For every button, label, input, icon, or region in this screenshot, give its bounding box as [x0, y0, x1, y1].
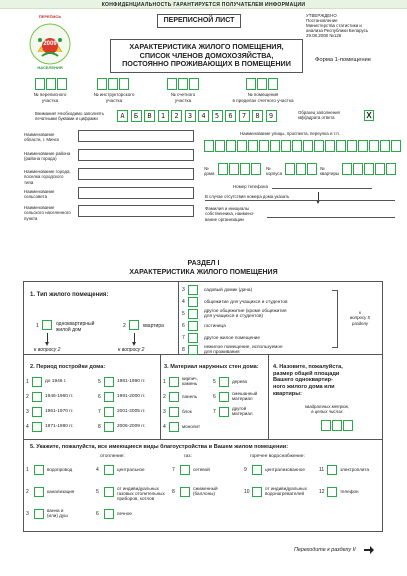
entry-cell[interactable]	[347, 140, 357, 152]
settlement-field[interactable]	[78, 205, 194, 217]
sample-char-cell: 6	[225, 110, 236, 122]
option-number: 7	[213, 409, 216, 415]
sample-note: Внимание! Необходимо заполнять печатными буквами и цифрами	[35, 111, 104, 122]
count-label: № счетного участка	[170, 92, 196, 103]
count-number-box[interactable]	[167, 78, 177, 90]
q1-divider	[178, 281, 179, 355]
option-label: печное	[117, 511, 132, 516]
option-box[interactable]	[188, 345, 198, 355]
option-number: 12	[319, 489, 325, 495]
option-box[interactable]	[188, 321, 198, 331]
premise-number-box[interactable]	[246, 78, 256, 90]
option-label: до 1946 г.	[45, 379, 67, 384]
option-number: 4	[96, 467, 99, 473]
option-box[interactable]	[219, 392, 229, 402]
q3-options	[161, 376, 267, 440]
option-number: 3	[163, 409, 166, 415]
option-box[interactable]	[34, 509, 44, 519]
option-label: кирпич, камень	[182, 376, 198, 387]
entry-cell[interactable]	[391, 140, 401, 152]
q4-title: 4. Назовите, пожалуйста, размер общей площади Вашего одноквартир- ного жилого дома или квартиры:	[273, 364, 343, 397]
entry-cell[interactable]	[296, 163, 306, 175]
option-label: 1946-1960 гг.	[45, 394, 74, 399]
option-label: электроплита	[340, 467, 370, 472]
option-box[interactable]	[104, 407, 114, 417]
option-label: централизованное	[265, 467, 305, 472]
city-label: Наименование города, поселка городского типа	[24, 169, 71, 185]
entry-cell[interactable]	[336, 140, 346, 152]
settlement-label: Наименование сельского населенного пункта	[24, 205, 71, 221]
q2-options	[24, 376, 160, 440]
q1-brace	[332, 290, 338, 348]
option-box[interactable]	[32, 392, 42, 402]
area-digit-box[interactable]	[343, 420, 353, 431]
sample-char-cell: А	[117, 110, 128, 122]
option-number: 5	[98, 379, 101, 385]
option-label: 1971-1980 гг.	[45, 424, 74, 429]
option-label: нежилое помещение, используемое для проживания	[204, 344, 283, 355]
option-number: 6	[213, 394, 216, 400]
option-number: 7	[172, 467, 175, 473]
sample-marker-x: X	[366, 111, 372, 120]
absent-note-line	[205, 200, 395, 201]
option-label: панель	[182, 394, 198, 399]
option-label: ванна и (или) душ	[47, 508, 68, 519]
q1-opt2-label: квартира	[143, 323, 164, 329]
entry-cell[interactable]	[229, 163, 239, 175]
house-label: № дома	[204, 166, 215, 177]
village-council-label: Наименование сельсовета	[24, 189, 55, 200]
option-number: 2	[26, 394, 29, 400]
entry-cell[interactable]	[375, 163, 385, 175]
entry-cell[interactable]	[369, 140, 379, 152]
option-label: канализация	[47, 489, 75, 494]
q1-opt1-box[interactable]	[42, 320, 52, 330]
option-box[interactable]	[180, 487, 190, 497]
street-label: Наименование улицы, проспекта, переулка и т.п.	[240, 131, 340, 136]
option-number: 6	[96, 511, 99, 517]
down-arrow-icon	[134, 333, 135, 343]
entry-cell[interactable]	[358, 140, 368, 152]
entry-cell[interactable]	[342, 163, 352, 175]
option-label: сетевой	[193, 467, 210, 472]
owner-line[interactable]	[267, 217, 395, 218]
option-number: 5	[182, 311, 185, 317]
option-number: 4	[163, 424, 166, 430]
form-title: ХАРАКТЕРИСТИКА ЖИЛОГО ПОМЕЩЕНИЯ, СПИСОК ЧЛЕНОВ ДОМОХОЗЯЙСТВА, ПОСТОЯННО ПРОЖИВАЮЩИХ В ПОМЕЩЕНИИ	[122, 42, 291, 69]
option-box[interactable]	[32, 377, 42, 387]
option-box[interactable]	[104, 422, 114, 432]
option-number: 4	[182, 299, 185, 305]
precinct-number-box[interactable]	[35, 78, 45, 90]
entry-cell[interactable]	[226, 140, 236, 152]
instructor-number-box[interactable]	[119, 78, 129, 90]
owner-label: Фамилия и инициалы собственника, наимено- вание организации	[205, 206, 255, 222]
option-box[interactable]	[32, 422, 42, 432]
option-label: смешанный материал	[232, 391, 258, 402]
q1-goto1: к вопросу 2	[34, 347, 61, 353]
apt-cells[interactable]	[342, 163, 397, 175]
region-field[interactable]	[78, 130, 194, 142]
option-number: 2	[163, 394, 166, 400]
q3-q4-divider	[268, 355, 269, 440]
q5-hotwater-head: горячее водоснабжение:	[250, 454, 305, 459]
option-box[interactable]	[104, 487, 114, 497]
logo-text-bottom: НАСЕЛЕНИЯ	[37, 65, 63, 70]
q1-opt1-label: одноквартирный жилой дом	[56, 321, 95, 333]
option-label: водопровод	[47, 467, 73, 472]
option-number: 6	[98, 394, 101, 400]
q1-side-note: к вопросу 5 разделу	[350, 310, 370, 326]
premise-number-box[interactable]	[268, 78, 278, 90]
entry-cell[interactable]	[215, 140, 225, 152]
option-number: 4	[26, 424, 29, 430]
option-number: 3	[26, 511, 29, 517]
sample-char-cell: 9	[266, 110, 277, 122]
option-label: 1981-1990 гг.	[117, 379, 146, 384]
option-box[interactable]	[104, 392, 114, 402]
entry-cell[interactable]	[281, 140, 291, 152]
area-digit-box[interactable]	[321, 420, 331, 431]
q5-title: 5. Укажите, пожалуйста, все имеющиеся виды благоустройства в Вашем жилом помещении:	[30, 444, 289, 450]
option-box[interactable]	[219, 377, 229, 387]
sample-char-cell: 2	[171, 110, 182, 122]
option-number: 11	[319, 467, 325, 473]
option-number: 10	[244, 489, 250, 495]
option-number: 7	[98, 409, 101, 415]
option-box[interactable]	[104, 509, 114, 519]
entry-cell[interactable]	[303, 140, 313, 152]
option-label: центральное	[117, 467, 145, 472]
house-cells[interactable]	[218, 163, 262, 175]
option-box[interactable]	[34, 487, 44, 497]
option-box[interactable]	[219, 407, 229, 417]
option-box[interactable]	[169, 377, 179, 387]
entry-cell[interactable]	[237, 140, 247, 152]
option-number: 1	[26, 467, 29, 473]
option-label: 1961-1970 гг.	[45, 409, 74, 414]
q4-unit: квадратных метров, в целых числах	[304, 404, 350, 415]
option-number: 3	[26, 409, 29, 415]
option-box[interactable]	[252, 465, 262, 475]
precinct-label: № переписного участка	[33, 92, 67, 103]
option-box[interactable]	[34, 465, 44, 475]
sample-characters	[117, 110, 287, 122]
option-label: от индивидуальных водонагревателей	[265, 486, 307, 497]
instructor-label: № инструкторского участка	[93, 92, 135, 103]
q5-options	[24, 460, 382, 532]
entry-cell[interactable]	[380, 140, 390, 152]
entry-cell[interactable]	[240, 163, 250, 175]
option-box[interactable]	[169, 392, 179, 402]
absent-house-note: В случае отсутствия номера дома указать	[205, 194, 290, 199]
entry-cell[interactable]	[307, 163, 317, 175]
phone-label: Номер телефона	[233, 184, 268, 189]
sample-char-cell: 1	[158, 110, 169, 122]
entry-cell[interactable]	[248, 140, 258, 152]
option-box[interactable]	[104, 465, 114, 475]
q5-heating-head: отопление:	[100, 454, 125, 459]
street-cells[interactable]	[204, 140, 400, 152]
option-number: 5	[96, 489, 99, 495]
entry-cell[interactable]	[292, 140, 302, 152]
entry-cell[interactable]	[325, 140, 335, 152]
corp-label: № корпуса	[266, 166, 283, 177]
option-box[interactable]	[169, 407, 179, 417]
option-box[interactable]	[327, 487, 337, 497]
option-box[interactable]	[327, 465, 337, 475]
logo-text-top: ПЕРЕПИСЬ	[38, 14, 62, 19]
option-label: другое общежитие (кроме общежития для учащихся и студентов)	[204, 308, 287, 319]
sample-char-cell: В	[144, 110, 155, 122]
q3-title: 3. Материал наружных стен дома:	[164, 364, 259, 370]
q1-goto2: к вопросу 2	[118, 347, 145, 353]
option-box[interactable]	[188, 333, 198, 343]
footer-goto: Переходите к разделу II	[294, 547, 356, 553]
sample-char-cell: 7	[239, 110, 250, 122]
option-box[interactable]	[188, 297, 198, 307]
premise-number-box[interactable]	[257, 78, 267, 90]
entry-cell[interactable]	[386, 163, 396, 175]
corp-cells[interactable]	[285, 163, 318, 175]
option-label: от индивидуальных газовых отопительных приборов, котлов	[117, 486, 165, 502]
option-label: общежитие для учащихся и студентов	[204, 299, 288, 304]
option-number: 8	[182, 347, 185, 353]
option-number: 6	[182, 323, 185, 329]
entry-cell[interactable]	[364, 163, 374, 175]
option-label: монолит	[182, 424, 201, 429]
option-box[interactable]	[180, 465, 190, 475]
option-label: 1991-2000 гг.	[117, 394, 146, 399]
q5-gas-head: газ:	[184, 454, 192, 459]
option-box[interactable]	[252, 487, 262, 497]
entry-cell[interactable]	[285, 163, 295, 175]
option-label: 2006-2009 гг.	[117, 424, 146, 429]
district-field[interactable]	[78, 149, 194, 161]
option-label: другое жилое помещение	[204, 335, 261, 340]
option-label: дерево	[232, 379, 248, 384]
instructor-number-box[interactable]	[97, 78, 107, 90]
option-number: 1	[163, 379, 166, 385]
region-label: Наименование области, г. Минск	[24, 132, 60, 143]
entry-cell[interactable]	[353, 163, 363, 175]
option-number: 9	[244, 467, 247, 473]
q1-right-options	[180, 283, 340, 355]
option-box[interactable]	[188, 285, 198, 295]
option-number: 8	[98, 424, 101, 430]
form-code: Форма 1-помещение	[315, 57, 371, 63]
q1-opt1-num: 1	[36, 323, 39, 329]
village-council-field[interactable]	[78, 187, 194, 199]
sample-char-cell: Б	[131, 110, 142, 122]
q1-opt2-box[interactable]	[129, 320, 139, 330]
count-number-box[interactable]	[178, 78, 188, 90]
option-box[interactable]	[32, 407, 42, 417]
entry-cell[interactable]	[218, 163, 228, 175]
instructor-number-box[interactable]	[108, 78, 118, 90]
option-label: телефон	[340, 489, 359, 494]
area-digit-box[interactable]	[332, 420, 342, 431]
entry-cell[interactable]	[314, 140, 324, 152]
option-label: гостиница	[204, 323, 226, 328]
apt-label: № квартиры	[320, 166, 340, 177]
down-arrow-icon	[47, 333, 48, 343]
option-number: 5	[213, 379, 216, 385]
sample-char-cell: 8	[252, 110, 263, 122]
option-label: другой материал	[232, 406, 253, 417]
q2-title: 2. Период постройки дома:	[30, 364, 106, 370]
option-number: 8	[172, 489, 175, 495]
option-label: блок	[182, 409, 192, 414]
precinct-number-box[interactable]	[57, 78, 67, 90]
option-box[interactable]	[104, 377, 114, 387]
district-label: Наименование района (района города)	[24, 151, 71, 162]
precinct-number-box[interactable]	[46, 78, 56, 90]
option-number: 1	[26, 379, 29, 385]
logo-year: 2009	[43, 41, 57, 47]
city-field[interactable]	[78, 168, 194, 180]
approval-text: УТВЕРЖДЕНО Постановление Министерства статистики и анализа Республики Беларусь 29.08.2008 №126	[306, 13, 369, 39]
option-label: 2001-2005 гг.	[117, 409, 146, 414]
phone-line[interactable]	[272, 188, 372, 189]
entry-cell[interactable]	[251, 163, 261, 175]
top-banner-text: КОНФИДЕНЦИАЛЬНОСТЬ ГАРАНТИРУЕТСЯ ПОЛУЧАТЕЛЕМ ИНФОРМАЦИИ	[101, 2, 306, 8]
option-number: 7	[182, 335, 185, 341]
q1-opt2-num: 2	[123, 323, 126, 329]
option-number: 3	[182, 287, 185, 293]
premise-label: № помещения в пределах счетного участка	[232, 92, 294, 103]
section-subtitle: ХАРАКТЕРИСТИКА ЖИЛОГО ПОМЕЩЕНИЯ	[129, 269, 278, 276]
right-arrow-icon	[364, 546, 374, 554]
marker-note: Образец заполнения кв[к]адрата ответа	[298, 110, 340, 121]
option-number: 2	[26, 489, 29, 495]
option-label: сжиженный (баллоны)	[193, 486, 218, 497]
option-label: садовый домик (дача)	[204, 287, 253, 292]
count-number-box[interactable]	[189, 78, 199, 90]
entry-cell[interactable]	[270, 140, 280, 152]
sample-char-cell: 5	[212, 110, 223, 122]
q1-title: 1. Тип жилого помещения:	[30, 292, 109, 298]
form-name: ПЕРЕПИСНОЙ ЛИСТ	[163, 17, 235, 24]
entry-cell[interactable]	[259, 140, 269, 152]
option-box[interactable]	[169, 422, 179, 432]
entry-cell[interactable]	[204, 140, 214, 152]
sample-char-cell: 3	[185, 110, 196, 122]
sample-char-cell: 4	[198, 110, 209, 122]
section-title: РАЗДЕЛ I	[187, 260, 220, 267]
option-box[interactable]	[188, 309, 198, 319]
